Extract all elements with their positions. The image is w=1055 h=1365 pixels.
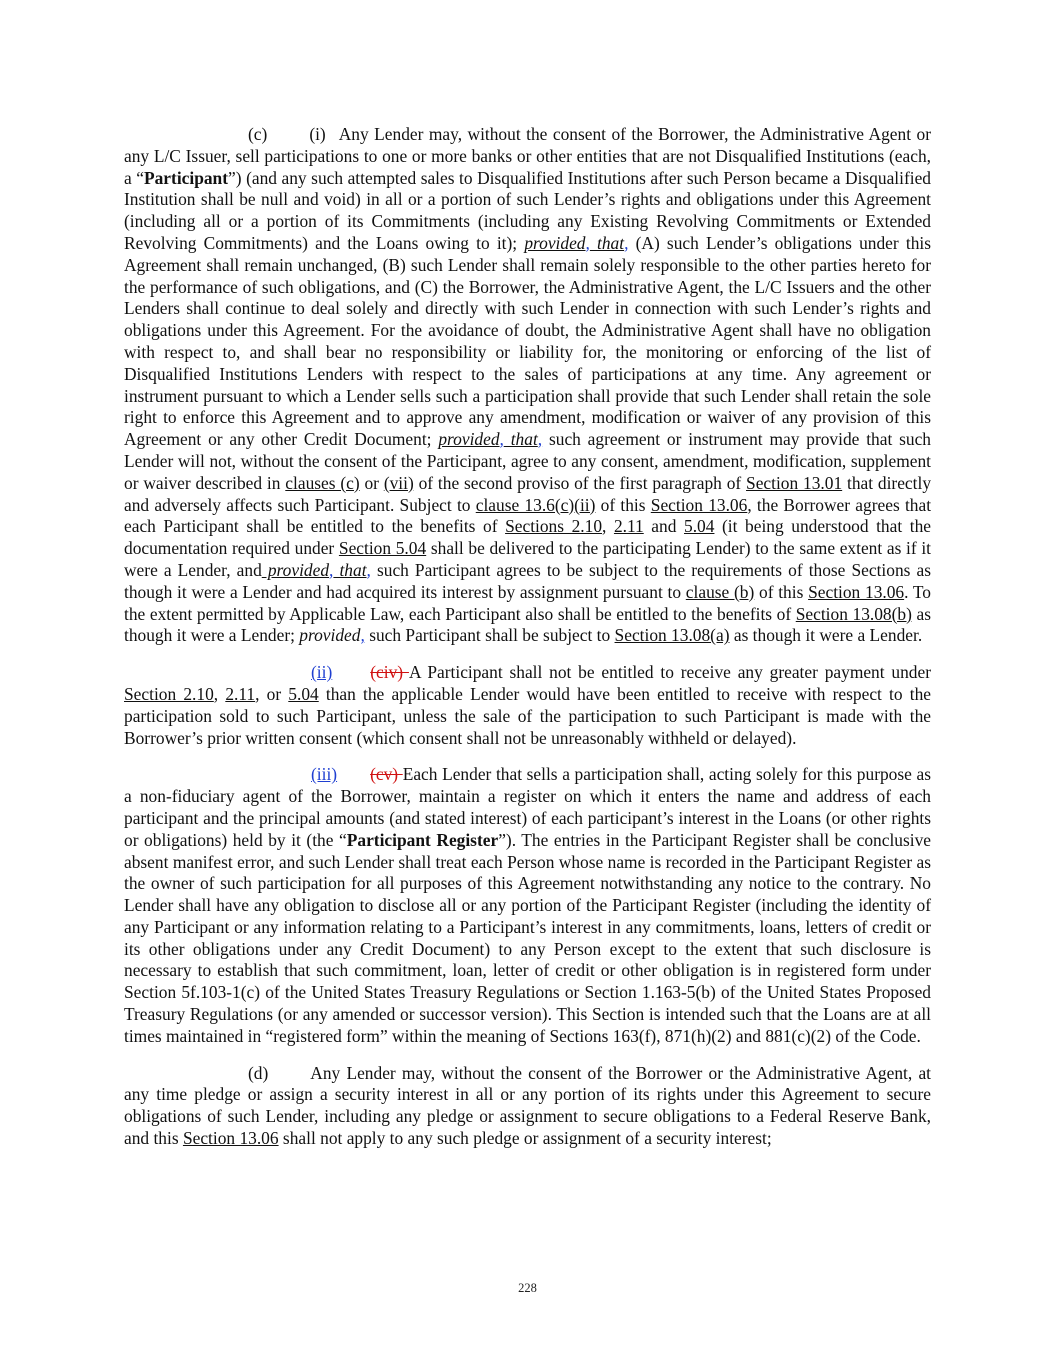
inserted-comma: , xyxy=(537,429,543,450)
cross-reference: (vii) xyxy=(383,472,414,493)
inserted-comma: , xyxy=(624,232,629,253)
inserted-comma: , xyxy=(585,232,590,253)
paragraph-iii: (iii) (cv) Each Lender that sells a participation shall, acting solely for this purpose as a non-fiduciary agent of the Borrower, maintain a register on which it enters the name and address of each participant and the principal amounts (and stated interest) of each participant’s interest in the Loans (or other rights or obligations) held by it (the “Participant Register”). The entries in the Participant Register shall be conclusive absent manifest error, and such Lender shall treat each Person whose name is recorded in the Participant Register as the owner of such participation for all purposes of this Agreement notwithstanding any notice to the contrary. No Lender shall have any obligation to disclose all or any portion of the Participant Register (including the identity of any Participant or any information relating to a Participant’s interest in any commitments, loans, letters of credit or its other obligations under any Credit Document) to any Person except to the extent that such disclosure is necessary to establish that such commitment, loan, letter of credit or other obligation is in registered form under Section 5f.103-1(c) of the United States Treasury Regulations or Section 1.163-5(b) of the United States Proposed Treasury Regulations (or any amended or successor version). This Section is intended such that the Loans are at all times maintained in “registered form” within the meaning of Sections 163(f), 871(h)(2) and 881(c)(2) of the Code. xyxy=(124,764,931,1046)
inserted-comma: , xyxy=(366,559,371,580)
clause-label-d: (d) xyxy=(248,1062,269,1083)
cross-reference: Section 5.04 xyxy=(338,538,427,559)
proviso-provided: provided xyxy=(299,625,361,646)
cross-reference: clauses (c) xyxy=(285,472,360,493)
cross-reference: Section 13.06 xyxy=(182,1128,279,1149)
defined-term-participant-register: Participant Register xyxy=(346,829,499,850)
cross-reference: 2.11 xyxy=(225,683,256,704)
document-page xyxy=(124,124,931,1165)
cross-reference: clause (b) xyxy=(685,581,755,602)
inserted-comma: , xyxy=(329,559,334,580)
paragraph-ii: (ii) (civ) A Participant shall not be entitled to receive any greater payment under Section 2.10, 2.11, or 5.04 than the applicable Lender would have been entitled to receive with respect to the participation sold to such Participant, unless the sale of the participation to such Participant is made with the Borrower’s prior written consent (which consent shall not be unreasonably withheld or delayed). xyxy=(124,662,931,748)
deleted-label-civ: (civ) xyxy=(370,662,409,683)
paragraph-d: (d) Any Lender may, without the consent of the Borrower or the Administrative Agent, at any time pledge or assign a security interest in all or any portion of its rights under this Agreement to secure obligations of such Lender, including any pledge or assignment to secure obligations to a Federal Reserve Bank, and this Section 13.06 shall not apply to any such pledge or assignment of a security interest; xyxy=(124,1062,931,1149)
proviso-provided: provided xyxy=(261,559,330,580)
inserted-comma: , xyxy=(360,625,365,646)
cross-reference: Sections 2.10 xyxy=(505,516,603,537)
cross-reference: 5.04 xyxy=(684,516,715,537)
inserted-label-ii: (ii) xyxy=(311,662,333,683)
subclause-label-i: (i) xyxy=(309,124,326,144)
inserted-comma: , xyxy=(499,429,504,450)
paragraph-c: (c) (i) Any Lender may, without the consent of the Borrower, the Administrative Agent or any L/C Issuer, sell participations to one or more banks or other entities that are not Disqualified Institutions (each, a “Participant”) (and any such attempted sales to Disqualified Institutions after such Person became a Disqualified Institution shall be null and void) in all or a portion of such Lender’s rights and obligations under this Agreement (including all or a portion of its Commitments (including any Existing Revolving Commitments or Extended Revolving Commitments) and the Loans owing to it); provided, that, (A) such Lender’s obligations under this Agreement shall remain unchanged, (B) such Lender shall remain solely responsible to the other parties hereto for the performance of such obligations, and (C) the Borrower, the Administrative Agent, the L/C Issuers and the other Lenders shall continue to deal solely and directly with such Lender in connection with such Lender’s rights and obligations under this Agreement. For the avoidance of doubt, the Administrative Agent shall have no obligation with respect to, and shall bear no responsibility or liability for, the monitoring or enforcing of the list of Disqualified Institutions Lenders with respect to the sales of participations at any time. Any agreement or instrument pursuant to which a Lender sells such a participation shall provide that such Lender shall retain the sole right to enforce this Agreement and to approve any amendment, modification or waiver of any provision of this Agreement or any other Credit Document; provided, that, such agreement or instrument may provide that such Lender will not, without the consent of the Participant, agree to any consent, amendment, modification, supplement or waiver described in clauses (c) or (vii) of the second proviso of the first paragraph of Section 13.01 that directly and adversely affects such Participant. Subject to clause 13.6(c)(ii) of this Section 13.06, the Borrower agrees that each Participant shall be entitled to the benefits of Sections 2.10, 2.11 and 5.04 (it being understood that the documentation required under Section 5.04 shall be delivered to the participating Lender) to the same extent as if it were a Lender, and provided, that, such Participant agrees to be subject to the requirements of those Sections as though it were a Lender and had acquired its interest by assignment pursuant to clause (b) of this Section 13.06. To the extent permitted by Applicable Law, each Participant also shall be entitled to the benefits of Section 13.08(b) as though it were a Lender; provided, such Participant shall be subject to Section 13.08(a) as though it were a Lender. xyxy=(124,124,932,646)
clause-label-c: (c) xyxy=(248,124,268,144)
cross-reference: Section 13.01 xyxy=(746,472,843,493)
deleted-label-cv: (cv) xyxy=(370,764,403,785)
proviso-provided: provided xyxy=(524,232,586,253)
defined-term-participant: Participant xyxy=(143,167,229,188)
proviso-provided: provided xyxy=(438,429,500,450)
cross-reference: 2.11 xyxy=(613,516,644,537)
page-number: 228 xyxy=(518,1281,537,1295)
cross-reference: Section 13.08(a) xyxy=(614,625,730,646)
cross-reference: Section 13.06 xyxy=(808,581,905,602)
inserted-label-iii: (iii) xyxy=(311,764,338,785)
cross-reference: clause 13.6(c)(ii) xyxy=(475,494,596,515)
cross-reference: Section 13.08(b) xyxy=(795,603,912,624)
cross-reference: Section 2.10 xyxy=(124,683,214,704)
cross-reference: Section 13.06 xyxy=(650,494,748,515)
cross-reference: 5.04 xyxy=(288,683,319,704)
